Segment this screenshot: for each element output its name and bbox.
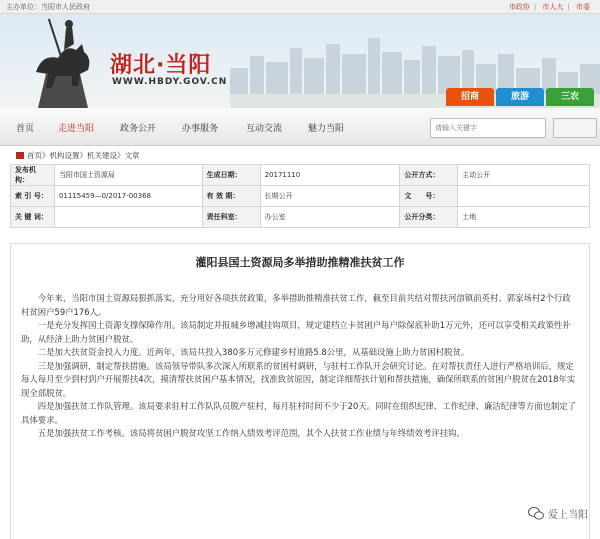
search-input[interactable] [430, 118, 546, 138]
article-body [21, 292, 577, 441]
article-title: 灌阳县国土资源局多举措助推精准扶贫工作 [195, 256, 405, 269]
site-title: 湖北·当阳 [110, 53, 212, 78]
top-links: 市政协 | 市人大 | 市委 [508, 3, 590, 11]
nav-item-home[interactable]: 首页 [16, 124, 35, 134]
wechat-watermark [528, 506, 588, 521]
site-url: WWW.HBDY.GOV.CN [112, 77, 228, 87]
link-cppcc[interactable]: 市政协 [508, 3, 530, 11]
nav-item-charm[interactable]: 魅力当阳 [308, 124, 345, 134]
wechat-icon [528, 507, 544, 520]
breadcrumb [16, 150, 140, 161]
sponsor-text: 主办单位：当阳市人民政府 [6, 3, 90, 11]
open-mode-label: 公开方式： [400, 165, 458, 186]
main-nav [0, 108, 600, 146]
doc-no-value [458, 186, 590, 207]
top-bar [0, 0, 600, 14]
nav-item-interaction[interactable]: 互动交流 [246, 124, 283, 134]
breadcrumb-text[interactable]: 首页》机构设置》机关建设》文章 [27, 151, 140, 160]
index-value: 01115459—0/2017-00368 [54, 186, 202, 207]
date-label: 生成日期： [202, 165, 260, 186]
nav-item-gov-affairs[interactable]: 政务公开 [120, 124, 157, 134]
home-icon [16, 152, 24, 159]
keywords-label: 关 键 词： [11, 207, 55, 228]
validity-label: 有 效 期： [202, 186, 260, 207]
article [10, 243, 590, 539]
category-label: 公开分类： [400, 207, 458, 228]
responsible-value: 办公室 [260, 207, 400, 228]
category-value: 土地 [458, 207, 590, 228]
keywords-value [54, 207, 202, 228]
link-party-committee[interactable]: 市委 [576, 3, 590, 11]
site-header [0, 14, 600, 108]
watermark-text: 爱上当阳 [548, 510, 588, 521]
tab-tourism[interactable]: 旅游 [496, 88, 544, 106]
open-mode-value: 主动公开 [458, 165, 590, 186]
publisher-label: 发布机构： [11, 165, 55, 186]
date-value: 20171110 [260, 165, 400, 186]
article-paragraph: 四是加强扶贫工作队管理。该局要求驻村工作队队员脱产驻村，每月驻村时间不少于20天。同时在组织纪律、工作纪律、廉洁纪律等方面也制定了具体要求。 [21, 401, 577, 425]
article-paragraph: 一是充分发挥国土资源支撑保障作用。该局制定并报城乡增减挂钩项目，规定建档立卡贫困户每户除保底补助1万元外，还可以享受相关政策性补助，从经济上助力贫困户脱贫。 [21, 320, 571, 344]
article-paragraph: 二是加大扶贫资金投入力度。近两年，该局共投入380多万元修建乡村道路5.8公里，从基础设施上助力贫困村脱贫。 [37, 347, 470, 357]
nav-item-services[interactable]: 办事服务 [182, 124, 219, 134]
metadata-table [10, 164, 590, 228]
tab-investment[interactable]: 招商 [446, 88, 494, 106]
validity-value: 长期公开 [260, 186, 400, 207]
article-paragraph: 今年来，当阳市国土资源局狠抓落实，充分用好各项扶贫政策，多举措助推精准扶贫工作，截至目前共结对帮扶河溶镇前英村、郭家场村2个行政村贫困户59户176人。 [21, 293, 571, 317]
statue-logo-image [18, 14, 108, 108]
quick-tabs [444, 88, 594, 106]
responsible-label: 责任科室： [202, 207, 260, 228]
nav-item-about[interactable]: 走进当阳 [58, 124, 95, 134]
search-button[interactable] [553, 118, 597, 138]
tab-agriculture[interactable]: 三农 [546, 88, 594, 106]
article-paragraph: 五是加强扶贫工作考核。该局将贫困户脱贫攻坚工作纳入绩效考评范围，其个人扶贫工作业绩与年终绩效考评挂钩。 [37, 428, 465, 438]
index-label: 索 引 号： [11, 186, 55, 207]
link-npc[interactable]: 市人大 [542, 3, 564, 11]
doc-no-label: 文 号： [400, 186, 458, 207]
publisher-value: 当阳市国土资源局 [54, 165, 202, 186]
article-paragraph: 三是加强调研，制定帮扶措施。该局领导带队多次深入所联系的贫困村调研，与驻村工作队开会研究讨论。在对帮扶责任人进行严格培训后，规定每人每月至少到村到户开展帮扶4次，摸清帮扶贫困户基本情况，找准致贫原因，制定详细帮扶计划和帮扶措施，确保所联系的贫困户脱贫在2018年实现全部脱贫。 [21, 360, 576, 398]
